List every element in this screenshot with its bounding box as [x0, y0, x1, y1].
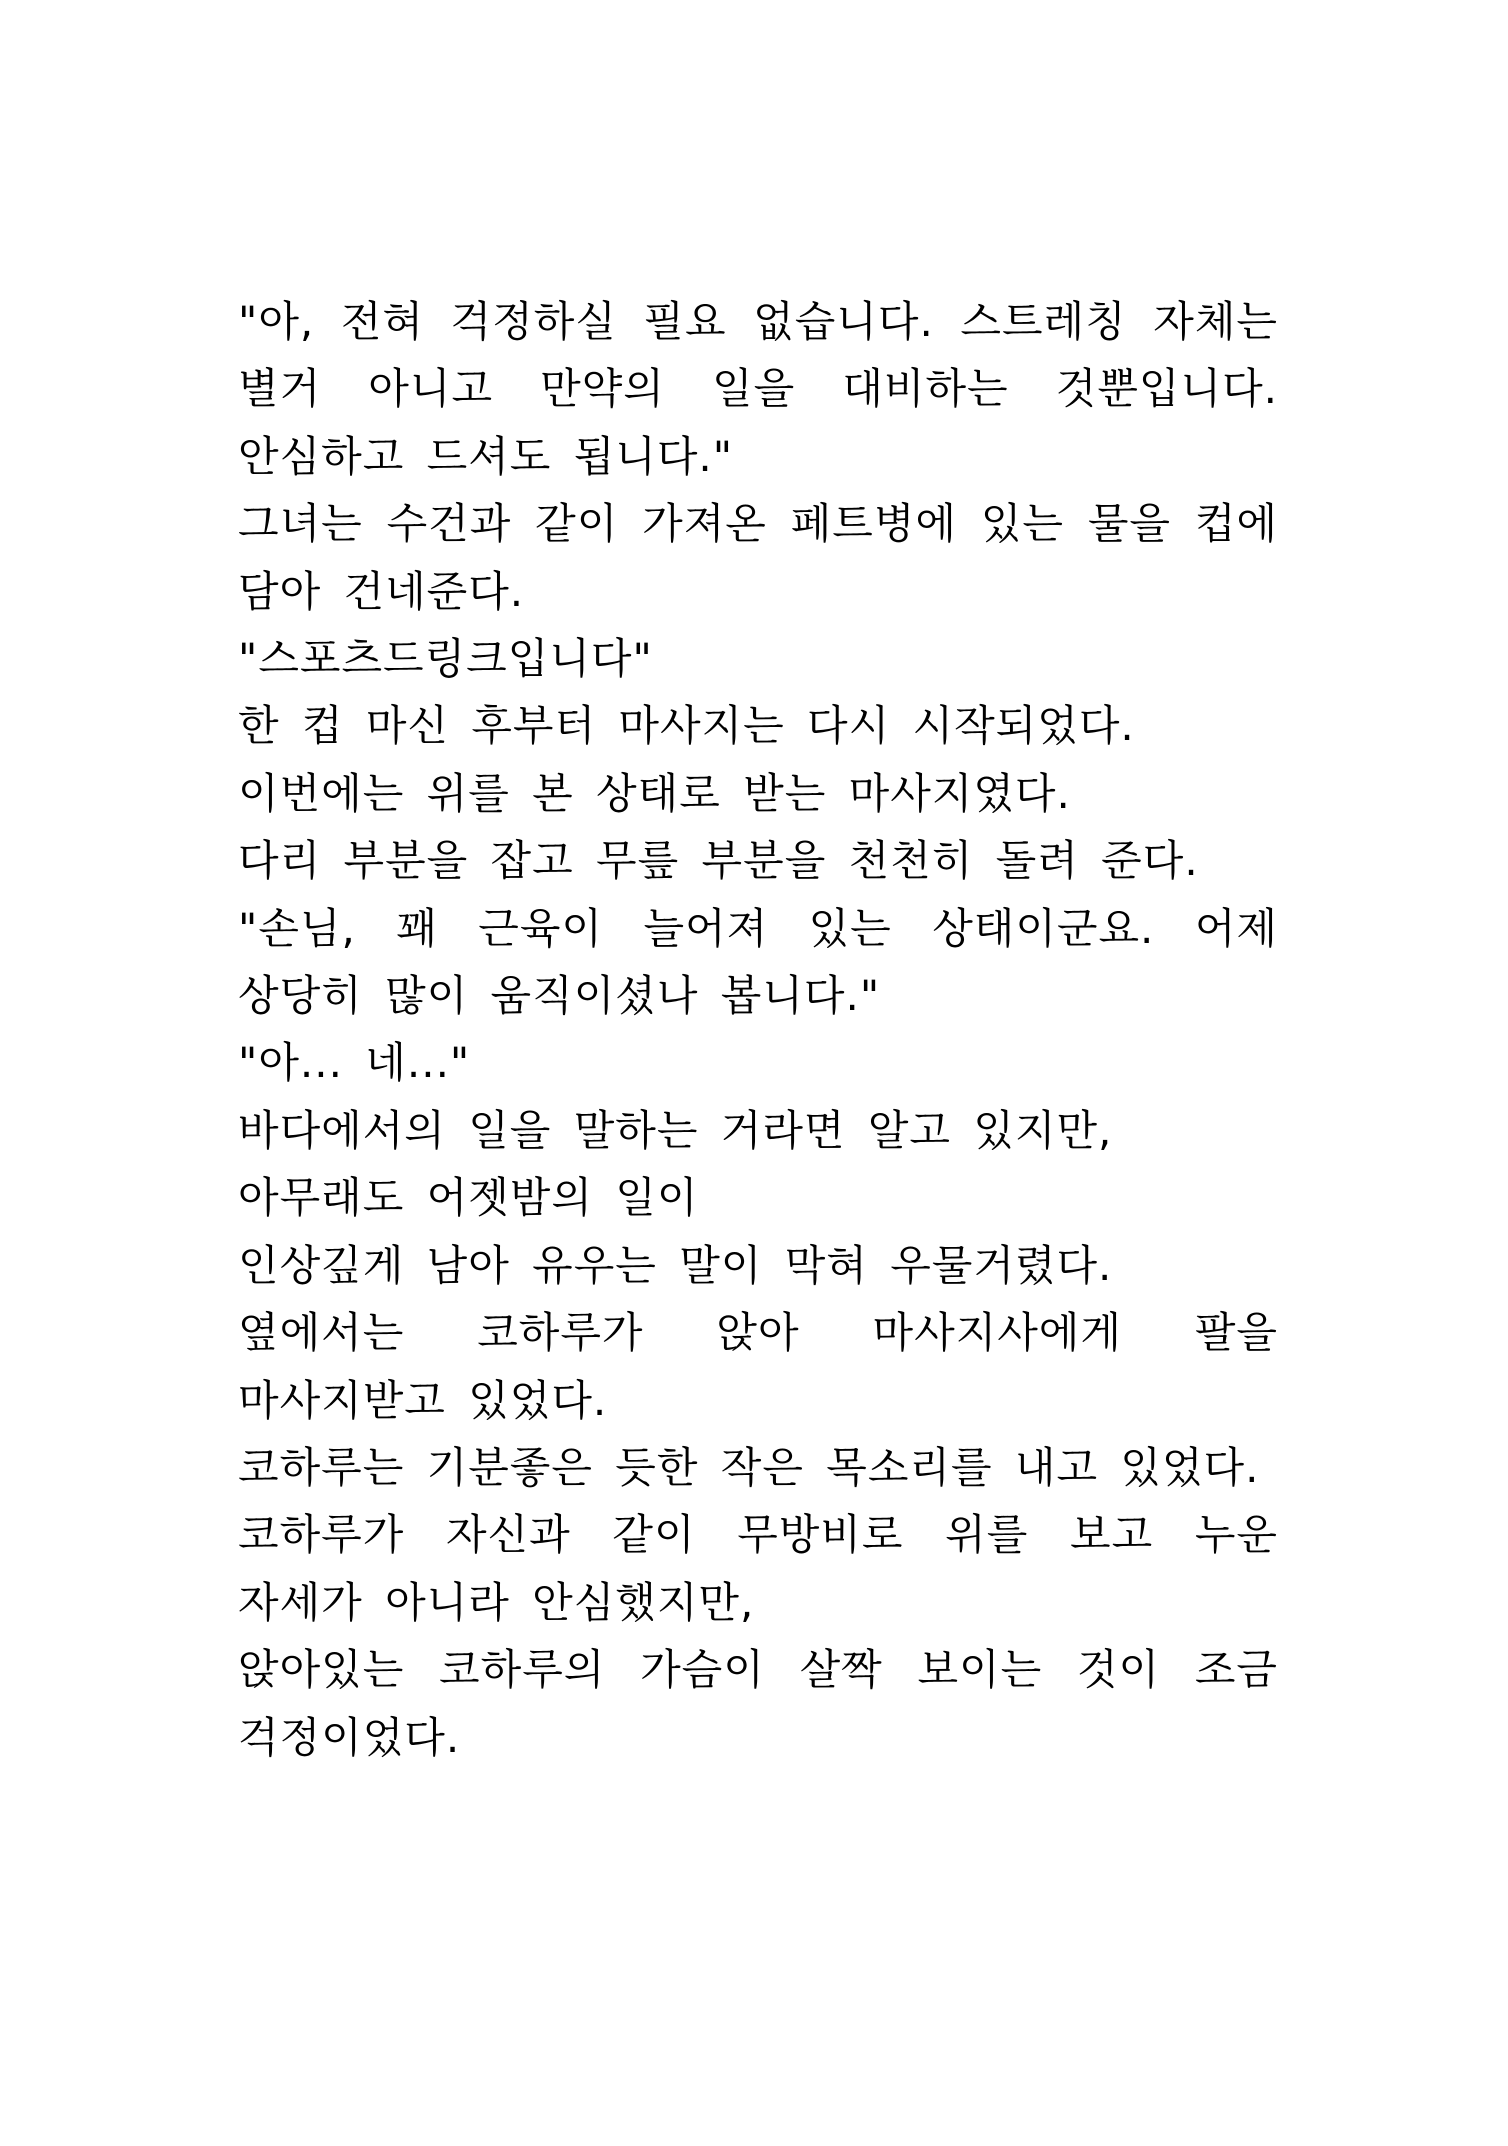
paragraph-12: 옆에서는 코하루가 앉아 마사지사에게 팔을 마사지받고 있었다. [238, 1308, 1278, 1425]
paragraph-7: "손님, 꽤 근육이 늘어져 있는 상태이군요. 어제 상당히 많이 움직이셨나 봅니다." [238, 903, 1278, 1021]
paragraph-11: 인상깊게 남아 유우는 말이 막혀 우물거렸다. [238, 1240, 1113, 1290]
paragraph-2: 그녀는 수건과 같이 가져온 페트병에 있는 물을 컵에 담아 건네준다. [238, 499, 1278, 616]
paragraph-14: 코하루가 자신과 같이 무방비로 위를 보고 누운 자세가 아니라 안심했지만, [238, 1510, 1278, 1627]
paragraph-13: 코하루는 기분좋은 듯한 작은 목소리를 내고 있었다. [238, 1442, 1260, 1492]
paragraph-8: "아... 네..." [238, 1038, 471, 1088]
paragraph-9: 바다에서의 일을 말하는 거라면 알고 있지만, [238, 1105, 1113, 1155]
paragraph-10: 아무래도 어젯밤의 일이 [238, 1173, 699, 1223]
paragraph-5: 이번에는 위를 본 상태로 받는 마사지였다. [238, 768, 1071, 818]
story-text [238, 288, 1278, 1771]
paragraph-1: "아, 전혀 걱정하실 필요 없습니다. 스트레칭 자체는 별거 아니고 만약의 일을 대비하는 것뿐입니다. 안심하고 드셔도 됩니다." [238, 297, 1278, 481]
paragraph-6: 다리 부분을 잡고 무릎 부분을 천천히 돌려 준다. [238, 836, 1199, 886]
paragraph-15: 앉아있는 코하루의 가슴이 살짝 보이는 것이 조금 걱정이었다. [238, 1645, 1278, 1762]
paragraph-4: 한 컵 마신 후부터 마사지는 다시 시작되었다. [238, 701, 1135, 751]
paragraph-3: "스포츠드링크입니다" [238, 634, 653, 684]
